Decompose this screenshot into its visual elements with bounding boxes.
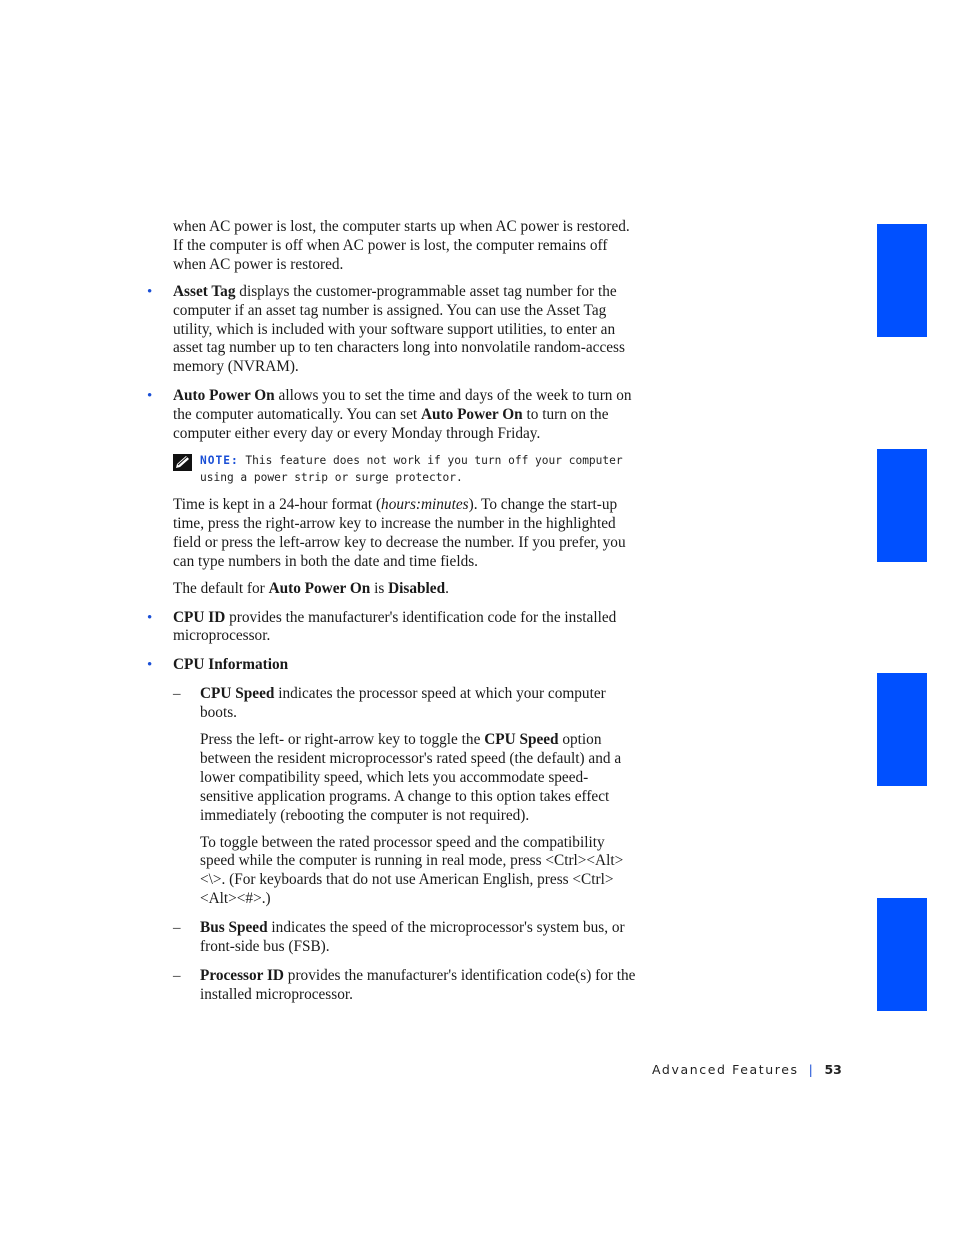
term-cpu-speed: CPU Speed <box>200 685 275 703</box>
chapter-tab <box>877 224 927 337</box>
bullet-icon: • <box>147 388 153 405</box>
cpu-speed-realmode-paragraph: To toggle between the rated processor speed and the compatibility speed while the computer is running in real mode, press <Ctrl><Alt><\>. (For keyboards that do not use American English, press <Ctrl><Alt><#>.) <box>200 833 624 908</box>
term-bus-speed: Bus Speed <box>200 919 268 937</box>
cpu-speed-toggle-paragraph: Press the left- or right-arrow key to toggle the CPU Speed option between the resident microprocessor's rated speed (the default) and a lower compatibility speed, which lets you accommodate speed-sensitive application programs. A change to this option takes effect immediately (rebooting the computer is not required). <box>200 731 622 824</box>
continued-paragraph: when AC power is lost, the computer starts up when AC power is restored. If the computer is off when AC power is lost, the computer remains off when AC power is restored. <box>173 218 630 273</box>
chapter-tab <box>877 898 927 1011</box>
note-text: This feature does not work if you turn off your computer using a power strip or surge protector. <box>200 453 623 484</box>
sublist-item-bus-speed: – Bus Speed indicates the speed of the microprocessor's system bus, or front-side bus (FSB). <box>173 919 625 956</box>
bullet-icon: • <box>147 657 153 674</box>
list-item-cpu-information <box>147 656 637 675</box>
bullet-icon: • <box>147 609 153 626</box>
bullet-icon: • <box>147 283 153 300</box>
page-body <box>147 218 637 1015</box>
footer-separator: | <box>808 1062 815 1077</box>
term-cpu-information: CPU Information <box>173 656 289 674</box>
note-label: NOTE: <box>200 453 239 467</box>
default-paragraph: The default for Auto Power On is Disabled. <box>173 579 449 597</box>
term-cpu-id: CPU ID <box>173 608 226 626</box>
list-item-asset-tag: • Asset Tag displays the customer-programmable asset tag number for the computer if an asset tag number is assigned. You can use the Asset Tag utility, which is included with your software support utilities, to enter an asset tag number up to ten characters long into nonvolatile random-access memory (NVRAM). <box>147 282 625 376</box>
list-item-cpu-id: • CPU ID provides the manufacturer's identification code for the installed microprocessor. <box>147 608 617 645</box>
dash-icon: – <box>173 686 181 703</box>
note-box <box>173 452 637 486</box>
term-auto-power-on: Auto Power On <box>173 387 275 405</box>
page-number: 53 <box>824 1062 842 1077</box>
time-format-paragraph: Time is kept in a 24-hour format (hours:minutes). To change the start-up time, press the right-arrow key to increase the number in the highlighted field or press the left-arrow key to decrease the number. If you prefer, you can type numbers in both the date and time fields. <box>173 495 626 570</box>
sublist-item-cpu-speed: – CPU Speed indicates the processor speed at which your computer boots. Press the left- or right-arrow key to toggle the CPU Speed option between the resident microprocessor's rated speed (the default) and a lower compatibility speed, which lets you accommodate speed-sensitive application programs. A change to this option takes effect immediately (rebooting the computer is not required). To toggle between the rated processor speed and the compatibility speed while the computer is running in real mode, press <Ctrl><Alt><\>. (For keyboards that do not use American English, press <Ctrl><Alt><#>.) <box>147 685 637 909</box>
chapter-tab <box>877 449 927 562</box>
dash-icon: – <box>173 920 181 937</box>
footer-section-title: Advanced Features <box>652 1062 799 1077</box>
chapter-tab <box>877 673 927 786</box>
term-processor-id: Processor ID <box>200 967 284 984</box>
list-item-auto-power-on: • Auto Power On allows you to set the time and days of the week to turn on the computer automatically. You can set Auto Power On to turn on the computer either every day or every Monday through Friday. NOTE: This feature does not work if you turn off your computer using a power strip or surge protector. Time is kept in a 24-hour format (hours:minutes). To change the start-up time, press the right-arrow key to increase the number in the highlighted field or press the left-arrow key to decrease the number. If you prefer, you can type numbers in both the date and time fields. The default for Auto Power On is Disabled. <box>147 387 637 598</box>
pencil-note-icon <box>173 454 192 471</box>
dash-icon: – <box>173 968 181 984</box>
sublist-item-processor-id: – Processor ID provides the manufacturer's identification code(s) for the installed microprocessor. <box>173 967 636 1003</box>
term-asset-tag: Asset Tag <box>173 282 236 300</box>
page-footer <box>652 1062 842 1077</box>
